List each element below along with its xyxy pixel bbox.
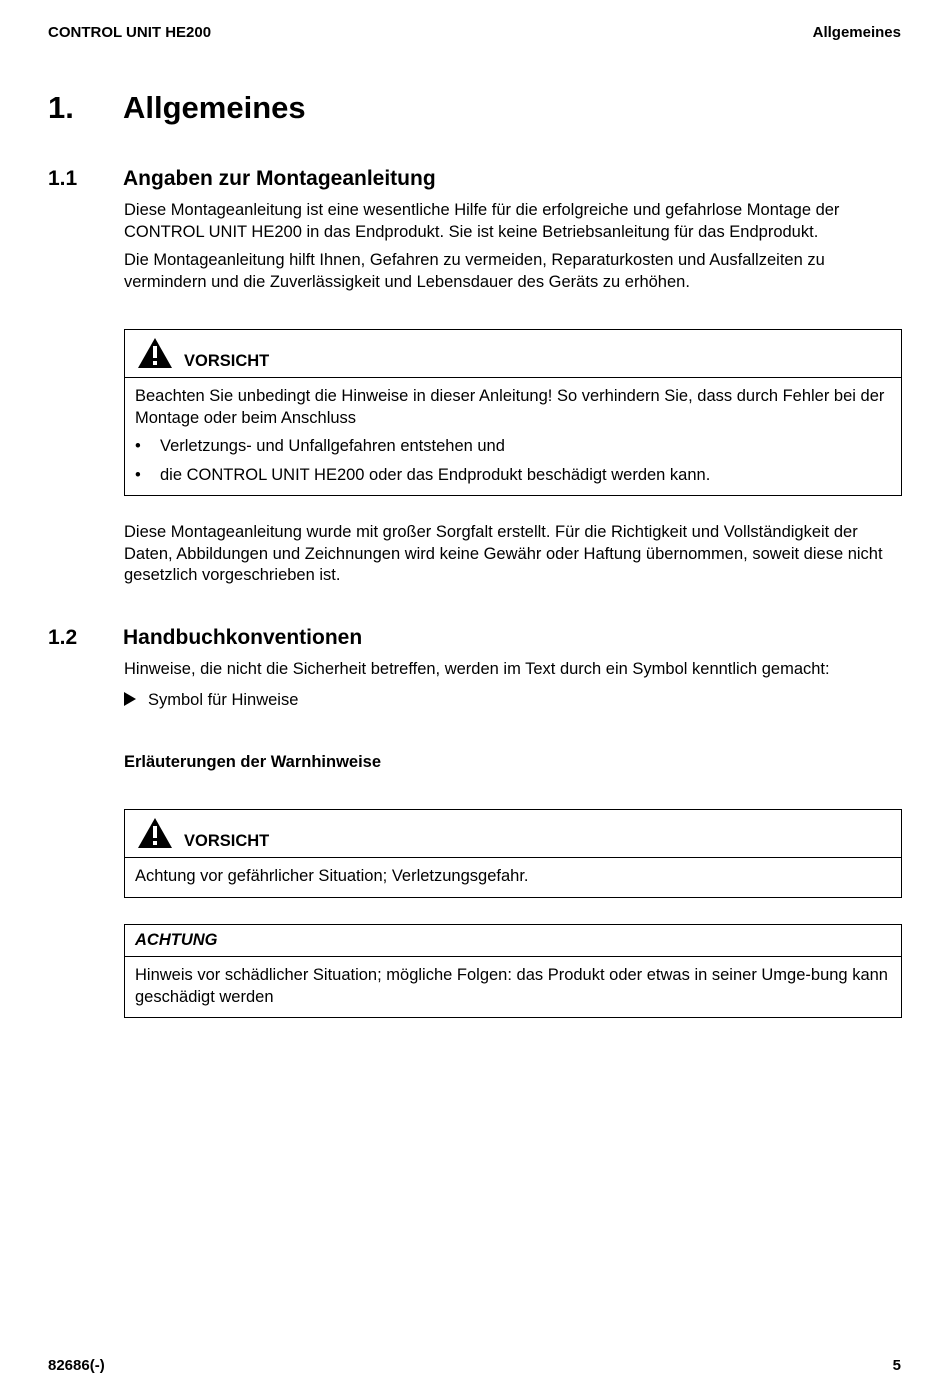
bullet-icon: • xyxy=(135,437,141,455)
triangle-right-icon xyxy=(124,692,136,706)
hint-symbol-line xyxy=(124,691,298,710)
caution-example-header xyxy=(125,810,901,858)
subheading: Erläuterungen der Warnhinweise xyxy=(124,753,382,771)
caution-example-box xyxy=(124,809,902,898)
paragraph: Hinweise, die nicht die Sicherheit betreffen, werden im Text durch ein Symbol kenntlich gemacht: xyxy=(124,660,830,678)
chapter-number: 1. xyxy=(48,90,74,125)
hint-symbol-text: Symbol für Hinweise xyxy=(148,691,299,709)
running-header-section: Allgemeines xyxy=(812,24,901,41)
running-header-title: CONTROL UNIT HE200 xyxy=(48,24,212,41)
section-number: 1.2 xyxy=(48,626,78,649)
attention-example-body: Hinweis vor schädlicher Situation; mögliche Folgen: das Produkt oder etwas in seiner Umge-bung kann geschädigt werden xyxy=(135,966,888,1006)
chapter-title: Allgemeines xyxy=(123,90,306,125)
list-item xyxy=(135,465,891,487)
paragraph: Diese Montageanleitung ist eine wesentliche Hilfe für die erfolgreiche und gefahrlose Montage der CONTROL UNIT HE200 in das Endprodukt. Sie ist keine Betriebsanleitung für das Endprodukt. xyxy=(124,201,840,241)
section-title: Angaben zur Montageanleitung xyxy=(123,167,436,190)
list-item-text: Verletzungs- und Unfallgefahren entstehen und xyxy=(160,437,505,455)
caution-notice-box xyxy=(124,329,902,496)
caution-notice-text: Beachten Sie unbedingt die Hinweise in dieser Anleitung! So verhindern Sie, dass durch Fehler bei der Montage oder beim Anschluss xyxy=(135,387,885,427)
warning-triangle-icon xyxy=(137,337,173,369)
warning-triangle-icon xyxy=(137,817,173,849)
attention-example-header xyxy=(125,925,901,957)
list-item-text: die CONTROL UNIT HE200 oder das Endprodukt beschädigt werden kann. xyxy=(160,465,711,484)
section-title: Handbuchkonventionen xyxy=(123,626,363,649)
attention-example-title: ACHTUNG xyxy=(135,931,218,949)
caution-notice-title: VORSICHT xyxy=(184,352,270,370)
section-number: 1.1 xyxy=(48,167,78,190)
paragraph: Diese Montageanleitung wurde mit großer Sorgfalt erstellt. Für die Richtigkeit und Vollständigkeit der Daten, Abbildungen und Zeichnungen wird keine Gewähr oder Haftung übernommen, soweit diese nicht gesetzlich vorgeschrieben ist. xyxy=(124,523,883,584)
caution-example-body: Achtung vor gefährlicher Situation; Verletzungsgefahr. xyxy=(135,867,529,885)
bullet-icon: • xyxy=(135,465,141,484)
attention-example-box xyxy=(124,924,902,1018)
paragraph: Die Montageanleitung hilft Ihnen, Gefahren zu vermeiden, Reparaturkosten und Ausfallzeiten zu vermindern und die Zuverlässigkeit und Lebensdauer des Geräts zu erhöhen. xyxy=(124,251,825,291)
caution-example-title: VORSICHT xyxy=(184,832,270,850)
caution-notice-body xyxy=(125,378,901,495)
document-number: 82686(-) xyxy=(48,1357,105,1374)
page-number: 5 xyxy=(892,1357,901,1374)
caution-notice-header xyxy=(125,330,901,378)
list-item xyxy=(135,436,891,458)
